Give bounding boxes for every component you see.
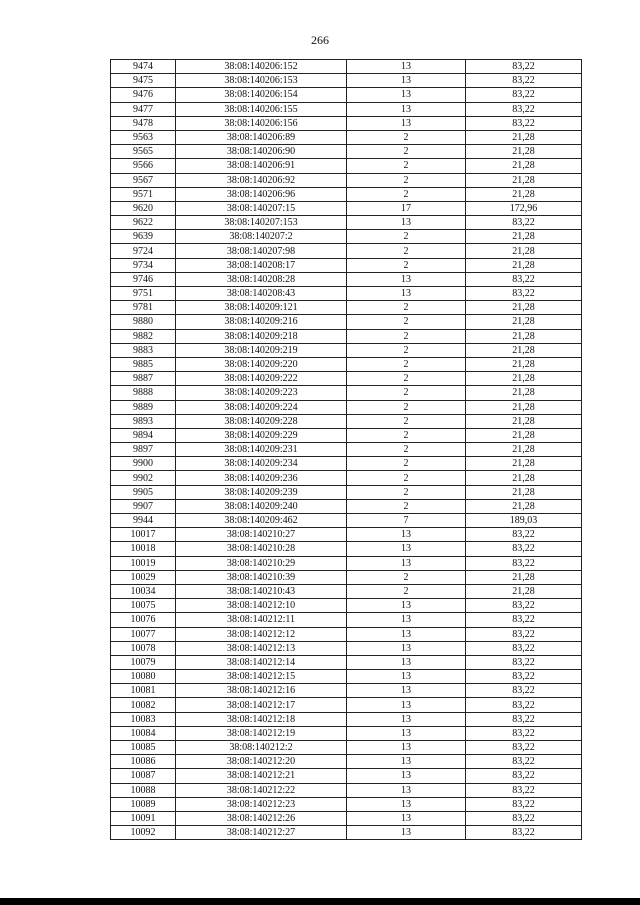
- value-cell: 83,22: [466, 684, 582, 698]
- table-row: [111, 216, 582, 230]
- count-cell: 2: [347, 187, 466, 201]
- cadastral-number-cell: 38:08:140212:11: [176, 613, 347, 627]
- cadastral-number-cell: 38:08:140210:28: [176, 542, 347, 556]
- value-cell: 21,28: [466, 428, 582, 442]
- page-number: 266: [311, 33, 329, 47]
- count-cell: 2: [347, 315, 466, 329]
- value-cell: 83,22: [466, 783, 582, 797]
- count-cell: 2: [347, 357, 466, 371]
- cadastral-number-cell: 38:08:140212:15: [176, 670, 347, 684]
- row-number-cell: 9781: [111, 301, 176, 315]
- scan-bottom-edge: [0, 898, 640, 905]
- value-cell: 21,28: [466, 414, 582, 428]
- table-row: [111, 357, 582, 371]
- table-row: [111, 60, 582, 74]
- count-cell: 13: [347, 613, 466, 627]
- row-number-cell: 9565: [111, 145, 176, 159]
- count-cell: 13: [347, 272, 466, 286]
- count-cell: 2: [347, 386, 466, 400]
- cadastral-number-cell: 38:08:140209:219: [176, 343, 347, 357]
- row-number-cell: 9474: [111, 60, 176, 74]
- value-cell: 21,28: [466, 372, 582, 386]
- row-number-cell: 10081: [111, 684, 176, 698]
- row-number-cell: 9907: [111, 499, 176, 513]
- value-cell: 21,28: [466, 457, 582, 471]
- count-cell: 13: [347, 627, 466, 641]
- row-number-cell: 10018: [111, 542, 176, 556]
- count-cell: 13: [347, 755, 466, 769]
- row-number-cell: 9724: [111, 244, 176, 258]
- value-cell: 83,22: [466, 769, 582, 783]
- count-cell: 2: [347, 145, 466, 159]
- row-number-cell: 10075: [111, 599, 176, 613]
- count-cell: 13: [347, 216, 466, 230]
- table-row: [111, 471, 582, 485]
- cadastral-number-cell: 38:08:140206:96: [176, 187, 347, 201]
- row-number-cell: 10087: [111, 769, 176, 783]
- row-number-cell: 10029: [111, 570, 176, 584]
- table-row: [111, 372, 582, 386]
- count-cell: 2: [347, 372, 466, 386]
- row-number-cell: 10086: [111, 755, 176, 769]
- row-number-cell: 10092: [111, 826, 176, 840]
- row-number-cell: 9888: [111, 386, 176, 400]
- row-number-cell: 9639: [111, 230, 176, 244]
- count-cell: 13: [347, 287, 466, 301]
- cadastral-number-cell: 38:08:140212:27: [176, 826, 347, 840]
- table-row: [111, 797, 582, 811]
- table-row: [111, 627, 582, 641]
- cadastral-number-cell: 38:08:140209:240: [176, 499, 347, 513]
- count-cell: 2: [347, 230, 466, 244]
- cadastral-number-cell: 38:08:140206:89: [176, 130, 347, 144]
- row-number-cell: 9571: [111, 187, 176, 201]
- count-cell: 13: [347, 726, 466, 740]
- count-cell: 13: [347, 826, 466, 840]
- row-number-cell: 9889: [111, 400, 176, 414]
- table-row: [111, 201, 582, 215]
- count-cell: 2: [347, 414, 466, 428]
- table-row: [111, 698, 582, 712]
- table-row: [111, 584, 582, 598]
- row-number-cell: 10079: [111, 655, 176, 669]
- row-number-cell: 9882: [111, 329, 176, 343]
- cadastral-number-cell: 38:08:140209:220: [176, 357, 347, 371]
- value-cell: 21,28: [466, 173, 582, 187]
- count-cell: 2: [347, 485, 466, 499]
- row-number-cell: 9746: [111, 272, 176, 286]
- cadastral-number-cell: 38:08:140212:23: [176, 797, 347, 811]
- cadastral-number-cell: 38:08:140209:462: [176, 514, 347, 528]
- value-cell: 83,22: [466, 528, 582, 542]
- cadastral-number-cell: 38:08:140206:91: [176, 159, 347, 173]
- count-cell: 13: [347, 599, 466, 613]
- cadastral-number-cell: 38:08:140208:28: [176, 272, 347, 286]
- table-row: [111, 741, 582, 755]
- count-cell: 2: [347, 258, 466, 272]
- value-cell: 83,22: [466, 627, 582, 641]
- value-cell: 83,22: [466, 287, 582, 301]
- value-cell: 21,28: [466, 386, 582, 400]
- value-cell: 21,28: [466, 584, 582, 598]
- row-number-cell: 10091: [111, 811, 176, 825]
- cadastral-number-cell: 38:08:140209:228: [176, 414, 347, 428]
- value-cell: 21,28: [466, 471, 582, 485]
- cadastral-number-cell: 38:08:140212:12: [176, 627, 347, 641]
- value-cell: 21,28: [466, 329, 582, 343]
- cadastral-number-cell: 38:08:140206:156: [176, 116, 347, 130]
- row-number-cell: 9477: [111, 102, 176, 116]
- table-row: [111, 145, 582, 159]
- table-row: [111, 400, 582, 414]
- row-number-cell: 9620: [111, 201, 176, 215]
- table-row: [111, 514, 582, 528]
- cadastral-number-cell: 38:08:140206:90: [176, 145, 347, 159]
- value-cell: 83,22: [466, 797, 582, 811]
- cadastral-number-cell: 38:08:140212:22: [176, 783, 347, 797]
- table-row: [111, 88, 582, 102]
- count-cell: 2: [347, 443, 466, 457]
- cadastral-number-cell: 38:08:140206:155: [176, 102, 347, 116]
- value-cell: 21,28: [466, 187, 582, 201]
- cadastral-number-cell: 38:08:140209:236: [176, 471, 347, 485]
- value-cell: 21,28: [466, 258, 582, 272]
- cadastral-number-cell: 38:08:140206:92: [176, 173, 347, 187]
- value-cell: 21,28: [466, 315, 582, 329]
- table-row: [111, 528, 582, 542]
- table-row: [111, 826, 582, 840]
- value-cell: 21,28: [466, 159, 582, 173]
- table-row: [111, 783, 582, 797]
- value-cell: 21,28: [466, 570, 582, 584]
- value-cell: 21,28: [466, 499, 582, 513]
- cadastral-number-cell: 38:08:140210:29: [176, 556, 347, 570]
- count-cell: 13: [347, 88, 466, 102]
- value-cell: 172,96: [466, 201, 582, 215]
- cadastral-number-cell: 38:08:140209:224: [176, 400, 347, 414]
- table-row: [111, 670, 582, 684]
- table-row: [111, 187, 582, 201]
- value-cell: 83,22: [466, 216, 582, 230]
- cadastral-number-cell: 38:08:140209:216: [176, 315, 347, 329]
- cadastral-number-cell: 38:08:140212:13: [176, 641, 347, 655]
- table-row: [111, 74, 582, 88]
- count-cell: 13: [347, 542, 466, 556]
- value-cell: 21,28: [466, 485, 582, 499]
- count-cell: 13: [347, 769, 466, 783]
- count-cell: 2: [347, 457, 466, 471]
- count-cell: 2: [347, 570, 466, 584]
- row-number-cell: 9880: [111, 315, 176, 329]
- value-cell: 189,03: [466, 514, 582, 528]
- value-cell: 83,22: [466, 670, 582, 684]
- row-number-cell: 10019: [111, 556, 176, 570]
- cadastral-number-cell: 38:08:140209:231: [176, 443, 347, 457]
- row-number-cell: 9751: [111, 287, 176, 301]
- table-row: [111, 414, 582, 428]
- count-cell: 2: [347, 244, 466, 258]
- cadastral-number-cell: 38:08:140210:43: [176, 584, 347, 598]
- value-cell: 21,28: [466, 130, 582, 144]
- table-row: [111, 485, 582, 499]
- count-cell: 2: [347, 329, 466, 343]
- count-cell: 13: [347, 116, 466, 130]
- value-cell: 21,28: [466, 357, 582, 371]
- count-cell: 7: [347, 514, 466, 528]
- cadastral-number-cell: 38:08:140210:27: [176, 528, 347, 542]
- cadastral-number-cell: 38:08:140207:98: [176, 244, 347, 258]
- row-number-cell: 9563: [111, 130, 176, 144]
- table-row: [111, 769, 582, 783]
- value-cell: 83,22: [466, 826, 582, 840]
- count-cell: 17: [347, 201, 466, 215]
- row-number-cell: 10077: [111, 627, 176, 641]
- cadastral-number-cell: 38:08:140207:15: [176, 201, 347, 215]
- table-row: [111, 428, 582, 442]
- cadastral-number-cell: 38:08:140208:43: [176, 287, 347, 301]
- value-cell: 83,22: [466, 102, 582, 116]
- value-cell: 83,22: [466, 116, 582, 130]
- cadastral-number-cell: 38:08:140209:239: [176, 485, 347, 499]
- cadastral-number-cell: 38:08:140210:39: [176, 570, 347, 584]
- table-row: [111, 244, 582, 258]
- count-cell: 13: [347, 60, 466, 74]
- table-row: [111, 287, 582, 301]
- count-cell: 2: [347, 428, 466, 442]
- table-row: [111, 556, 582, 570]
- count-cell: 13: [347, 655, 466, 669]
- cadastral-number-cell: 38:08:140209:223: [176, 386, 347, 400]
- table-row: [111, 230, 582, 244]
- row-number-cell: 9476: [111, 88, 176, 102]
- cadastral-number-cell: 38:08:140209:121: [176, 301, 347, 315]
- table-row: [111, 386, 582, 400]
- row-number-cell: 10076: [111, 613, 176, 627]
- row-number-cell: 9902: [111, 471, 176, 485]
- count-cell: 13: [347, 528, 466, 542]
- cadastral-number-cell: 38:08:140206:152: [176, 60, 347, 74]
- count-cell: 13: [347, 670, 466, 684]
- value-cell: 83,22: [466, 712, 582, 726]
- row-number-cell: 9944: [111, 514, 176, 528]
- value-cell: 83,22: [466, 272, 582, 286]
- value-cell: 21,28: [466, 145, 582, 159]
- value-cell: 83,22: [466, 698, 582, 712]
- value-cell: 83,22: [466, 542, 582, 556]
- table-row: [111, 755, 582, 769]
- count-cell: 2: [347, 584, 466, 598]
- row-number-cell: 9734: [111, 258, 176, 272]
- row-number-cell: 10089: [111, 797, 176, 811]
- cadastral-number-cell: 38:08:140209:222: [176, 372, 347, 386]
- row-number-cell: 9883: [111, 343, 176, 357]
- value-cell: 83,22: [466, 556, 582, 570]
- value-cell: 83,22: [466, 641, 582, 655]
- row-number-cell: 9905: [111, 485, 176, 499]
- count-cell: 2: [347, 173, 466, 187]
- row-number-cell: 9885: [111, 357, 176, 371]
- count-cell: 2: [347, 343, 466, 357]
- count-cell: 13: [347, 556, 466, 570]
- cadastral-number-cell: 38:08:140212:14: [176, 655, 347, 669]
- value-cell: 21,28: [466, 343, 582, 357]
- value-cell: 83,22: [466, 613, 582, 627]
- table-row: [111, 570, 582, 584]
- value-cell: 83,22: [466, 811, 582, 825]
- cadastral-number-cell: 38:08:140206:153: [176, 74, 347, 88]
- row-number-cell: 9893: [111, 414, 176, 428]
- count-cell: 2: [347, 301, 466, 315]
- table-row: [111, 159, 582, 173]
- table-row: [111, 173, 582, 187]
- row-number-cell: 9887: [111, 372, 176, 386]
- value-cell: 83,22: [466, 60, 582, 74]
- value-cell: 83,22: [466, 88, 582, 102]
- count-cell: 13: [347, 712, 466, 726]
- count-cell: 2: [347, 471, 466, 485]
- cadastral-number-cell: 38:08:140207:153: [176, 216, 347, 230]
- cadastral-number-cell: 38:08:140212:10: [176, 599, 347, 613]
- count-cell: 2: [347, 499, 466, 513]
- table-row: [111, 443, 582, 457]
- row-number-cell: 9900: [111, 457, 176, 471]
- row-number-cell: 10080: [111, 670, 176, 684]
- cadastral-number-cell: 38:08:140212:17: [176, 698, 347, 712]
- count-cell: 13: [347, 102, 466, 116]
- cadastral-number-cell: 38:08:140208:17: [176, 258, 347, 272]
- count-cell: 2: [347, 159, 466, 173]
- cadastral-number-cell: 38:08:140206:154: [176, 88, 347, 102]
- row-number-cell: 10082: [111, 698, 176, 712]
- cadastral-number-cell: 38:08:140209:229: [176, 428, 347, 442]
- value-cell: 83,22: [466, 726, 582, 740]
- count-cell: 2: [347, 400, 466, 414]
- count-cell: 2: [347, 130, 466, 144]
- row-number-cell: 9478: [111, 116, 176, 130]
- count-cell: 13: [347, 783, 466, 797]
- table-row: [111, 684, 582, 698]
- table-row: [111, 116, 582, 130]
- table-row: [111, 641, 582, 655]
- data-table-container: [110, 59, 581, 840]
- value-cell: 21,28: [466, 443, 582, 457]
- row-number-cell: 9894: [111, 428, 176, 442]
- count-cell: 13: [347, 698, 466, 712]
- cadastral-number-cell: 38:08:140212:20: [176, 755, 347, 769]
- table-row: [111, 655, 582, 669]
- count-cell: 13: [347, 797, 466, 811]
- table-row: [111, 102, 582, 116]
- cadastral-number-cell: 38:08:140212:19: [176, 726, 347, 740]
- value-cell: 21,28: [466, 230, 582, 244]
- value-cell: 83,22: [466, 741, 582, 755]
- table-row: [111, 272, 582, 286]
- cadastral-number-cell: 38:08:140212:21: [176, 769, 347, 783]
- table-row: [111, 130, 582, 144]
- table-row: [111, 457, 582, 471]
- cadastral-number-cell: 38:08:140212:16: [176, 684, 347, 698]
- data-table: [110, 59, 582, 840]
- row-number-cell: 10085: [111, 741, 176, 755]
- row-number-cell: 9475: [111, 74, 176, 88]
- table-row: [111, 542, 582, 556]
- row-number-cell: 10083: [111, 712, 176, 726]
- row-number-cell: 10084: [111, 726, 176, 740]
- table-body: [111, 60, 582, 840]
- row-number-cell: 9567: [111, 173, 176, 187]
- table-row: [111, 613, 582, 627]
- table-row: [111, 811, 582, 825]
- value-cell: 83,22: [466, 755, 582, 769]
- table-row: [111, 499, 582, 513]
- value-cell: 21,28: [466, 400, 582, 414]
- row-number-cell: 10088: [111, 783, 176, 797]
- table-row: [111, 329, 582, 343]
- cadastral-number-cell: 38:08:140207:2: [176, 230, 347, 244]
- row-number-cell: 10078: [111, 641, 176, 655]
- count-cell: 13: [347, 641, 466, 655]
- value-cell: 83,22: [466, 74, 582, 88]
- table-row: [111, 712, 582, 726]
- row-number-cell: 9897: [111, 443, 176, 457]
- cadastral-number-cell: 38:08:140209:234: [176, 457, 347, 471]
- table-row: [111, 343, 582, 357]
- table-row: [111, 301, 582, 315]
- value-cell: 21,28: [466, 301, 582, 315]
- table-row: [111, 726, 582, 740]
- row-number-cell: 9622: [111, 216, 176, 230]
- count-cell: 13: [347, 74, 466, 88]
- cadastral-number-cell: 38:08:140212:18: [176, 712, 347, 726]
- row-number-cell: 10034: [111, 584, 176, 598]
- value-cell: 83,22: [466, 655, 582, 669]
- cadastral-number-cell: 38:08:140209:218: [176, 329, 347, 343]
- value-cell: 83,22: [466, 599, 582, 613]
- row-number-cell: 9566: [111, 159, 176, 173]
- count-cell: 13: [347, 741, 466, 755]
- value-cell: 21,28: [466, 244, 582, 258]
- cadastral-number-cell: 38:08:140212:2: [176, 741, 347, 755]
- table-row: [111, 315, 582, 329]
- count-cell: 13: [347, 684, 466, 698]
- row-number-cell: 10017: [111, 528, 176, 542]
- table-row: [111, 258, 582, 272]
- cadastral-number-cell: 38:08:140212:26: [176, 811, 347, 825]
- table-row: [111, 599, 582, 613]
- count-cell: 13: [347, 811, 466, 825]
